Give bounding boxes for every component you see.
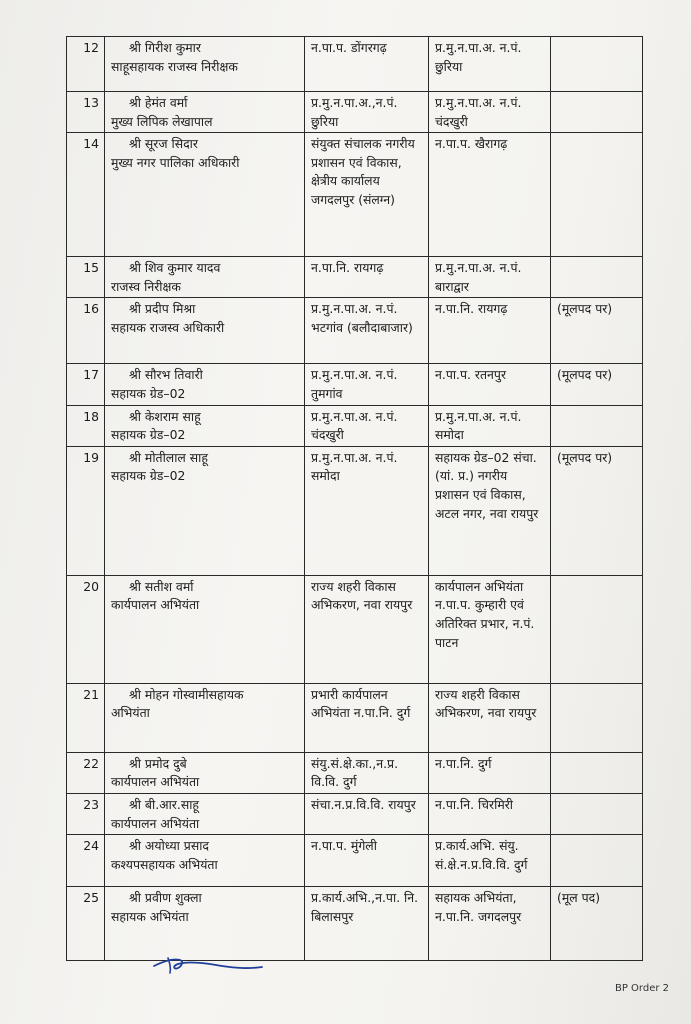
remark xyxy=(551,683,643,752)
remark xyxy=(551,835,643,887)
employee-name: श्री अयोध्या प्रसाद xyxy=(129,838,209,854)
new-posting: सहायक ग्रेड–02 संचा.(यां. प्र.) नगरीय प्रशासन एवं विकास, अटल नगर, नवा रायपुर xyxy=(429,446,551,575)
table-row xyxy=(67,298,643,364)
employee-designation: साहूसहायक राजस्व निरीक्षक xyxy=(111,58,238,74)
remark xyxy=(551,92,643,133)
serial-number: 25 xyxy=(67,887,105,961)
new-posting: प्र.मु.न.पा.अ. न.पं. छुरिया xyxy=(429,37,551,92)
employee-cell xyxy=(105,298,305,364)
table-row xyxy=(67,446,643,575)
employee-designation: कार्यपालन अभियंता xyxy=(111,774,200,790)
new-posting: न.पा.नि. चिरमिरी xyxy=(429,793,551,834)
remark: (मूलपद पर) xyxy=(551,364,643,405)
table-row xyxy=(67,92,643,133)
new-posting: कार्यपालन अभियंता न.पा.प. कुम्हारी एवं अतिरिक्त प्रभार, न.पं. पाटन xyxy=(429,575,551,683)
employee-cell xyxy=(105,405,305,446)
current-posting: संयुक्त संचालक नगरीय प्रशासन एवं विकास, क्षेत्रीय कार्यालय जगदलपुर (संलग्न) xyxy=(305,133,429,257)
remark: (मूलपद पर) xyxy=(551,446,643,575)
employee-name: श्री केशराम साहू xyxy=(129,408,201,424)
employee-name: श्री प्रवीण शुक्ला xyxy=(129,890,202,906)
employee-cell xyxy=(105,887,305,961)
table-row xyxy=(67,887,643,961)
employee-name: श्री सूरज सिदार xyxy=(129,136,198,152)
current-posting: प्र.मु.न.पा.अ. न.पं. भटगांव (बलौदाबाजार) xyxy=(305,298,429,364)
serial-number: 18 xyxy=(67,405,105,446)
employee-designation: राजस्व निरीक्षक xyxy=(111,278,181,294)
employee-cell xyxy=(105,575,305,683)
current-posting: न.पा.प. डोंगरगढ़ xyxy=(305,37,429,92)
employee-designation: सहायक राजस्व अधिकारी xyxy=(111,319,225,335)
current-posting: प्र.मु.न.पा.अ. न.पं. चंदखुरी xyxy=(305,405,429,446)
table-row xyxy=(67,364,643,405)
remark xyxy=(551,257,643,298)
remark xyxy=(551,575,643,683)
signature-mark xyxy=(148,952,268,984)
serial-number: 24 xyxy=(67,835,105,887)
table-row xyxy=(67,752,643,793)
new-posting: न.पा.प. रतनपुर xyxy=(429,364,551,405)
remark xyxy=(551,37,643,92)
serial-number: 13 xyxy=(67,92,105,133)
serial-number: 20 xyxy=(67,575,105,683)
employee-cell xyxy=(105,364,305,405)
new-posting: राज्य शहरी विकास अभिकरण, नवा रायपुर xyxy=(429,683,551,752)
serial-number: 23 xyxy=(67,793,105,834)
current-posting: प्र.मु.न.पा.अ. न.पं. तुमगांव xyxy=(305,364,429,405)
employee-cell xyxy=(105,37,305,92)
employee-designation: मुख्य लिपिक लेखापाल xyxy=(111,113,213,129)
new-posting: न.पा.नि. रायगढ़ xyxy=(429,298,551,364)
employee-designation: सहायक अभियंता xyxy=(111,908,189,924)
employee-cell xyxy=(105,683,305,752)
page-footer: BP Order 2 xyxy=(614,983,669,994)
table-row xyxy=(67,133,643,257)
remark xyxy=(551,752,643,793)
remark xyxy=(551,133,643,257)
remark xyxy=(551,793,643,834)
current-posting: न.पा.प. मुंगेली xyxy=(305,835,429,887)
new-posting: प्र.मु.न.पा.अ. न.पं. चंदखुरी xyxy=(429,92,551,133)
serial-number: 19 xyxy=(67,446,105,575)
current-posting: राज्य शहरी विकास अभिकरण, नवा रायपुर xyxy=(305,575,429,683)
serial-number: 21 xyxy=(67,683,105,752)
current-posting: प्र.मु.न.पा.अ.,न.पं. छुरिया xyxy=(305,92,429,133)
current-posting: प्र.मु.न.पा.अ. न.पं. समोदा xyxy=(305,446,429,575)
employee-cell xyxy=(105,92,305,133)
employee-name: श्री सौरभ तिवारी xyxy=(129,367,203,383)
current-posting: संयु.सं.क्षे.का.,न.प्र. वि.वि. दुर्ग xyxy=(305,752,429,793)
remark: (मूल पद) xyxy=(551,887,643,961)
serial-number: 17 xyxy=(67,364,105,405)
employee-name: श्री हेमंत वर्मा xyxy=(129,95,188,110)
table-row xyxy=(67,257,643,298)
table-row xyxy=(67,405,643,446)
table-body xyxy=(67,37,643,961)
employee-name: श्री गिरीश कुमार xyxy=(129,40,201,55)
remark xyxy=(551,405,643,446)
new-posting: सहायक अभियंता, न.पा.नि. जगदलपुर xyxy=(429,887,551,961)
employee-name: श्री सतीश वर्मा xyxy=(129,578,194,594)
current-posting: संचा.न.प्र.वि.वि. रायपुर xyxy=(305,793,429,834)
new-posting: प्र.कार्य.अभि. संयु. सं.क्षे.न.प्र.वि.वि. दुर्ग xyxy=(429,835,551,887)
new-posting: प्र.मु.न.पा.अ. न.पं. बाराद्वार xyxy=(429,257,551,298)
serial-number: 12 xyxy=(67,37,105,92)
table-row xyxy=(67,575,643,683)
current-posting: न.पा.नि. रायगढ़ xyxy=(305,257,429,298)
employee-cell xyxy=(105,793,305,834)
serial-number: 16 xyxy=(67,298,105,364)
employee-designation: मुख्य नगर पालिका अधिकारी xyxy=(111,154,240,170)
employee-name: श्री प्रदीप मिश्रा xyxy=(129,301,196,317)
employee-designation: अभियंता xyxy=(111,705,150,721)
employee-designation: सहायक ग्रेड–02 xyxy=(111,385,186,401)
employee-name: श्री प्रमोद दुबे xyxy=(129,755,187,771)
employee-name: श्री शिव कुमार यादव xyxy=(129,260,221,276)
table-row xyxy=(67,683,643,752)
serial-number: 15 xyxy=(67,257,105,298)
employee-cell xyxy=(105,752,305,793)
transfer-order-table xyxy=(66,36,643,961)
employee-designation: सहायक ग्रेड–02 xyxy=(111,468,186,484)
new-posting: न.पा.नि. दुर्ग xyxy=(429,752,551,793)
table-row xyxy=(67,37,643,92)
current-posting: प्र.कार्य.अभि.,न.पा. नि. बिलासपुर xyxy=(305,887,429,961)
new-posting: प्र.मु.न.पा.अ. न.पं. समोदा xyxy=(429,405,551,446)
employee-cell xyxy=(105,257,305,298)
employee-name: श्री मोहन गोस्वामीसहायक xyxy=(129,686,244,702)
table-row xyxy=(67,835,643,887)
employee-designation: कार्यपालन अभियंता xyxy=(111,815,200,831)
employee-cell xyxy=(105,835,305,887)
serial-number: 14 xyxy=(67,133,105,257)
employee-designation: सहायक ग्रेड–02 xyxy=(111,427,186,443)
employee-designation: कश्यपसहायक अभियंता xyxy=(111,856,218,872)
remark: (मूलपद पर) xyxy=(551,298,643,364)
employee-cell xyxy=(105,133,305,257)
employee-cell xyxy=(105,446,305,575)
serial-number: 22 xyxy=(67,752,105,793)
current-posting: प्रभारी कार्यपालन अभियंता न.पा.नि. दुर्ग xyxy=(305,683,429,752)
new-posting: न.पा.प. खैरागढ़ xyxy=(429,133,551,257)
employee-name: श्री बी.आर.साहू xyxy=(129,796,199,812)
table-row xyxy=(67,793,643,834)
employee-name: श्री मोतीलाल साहू xyxy=(129,449,208,465)
employee-designation: कार्यपालन अभियंता xyxy=(111,597,200,613)
